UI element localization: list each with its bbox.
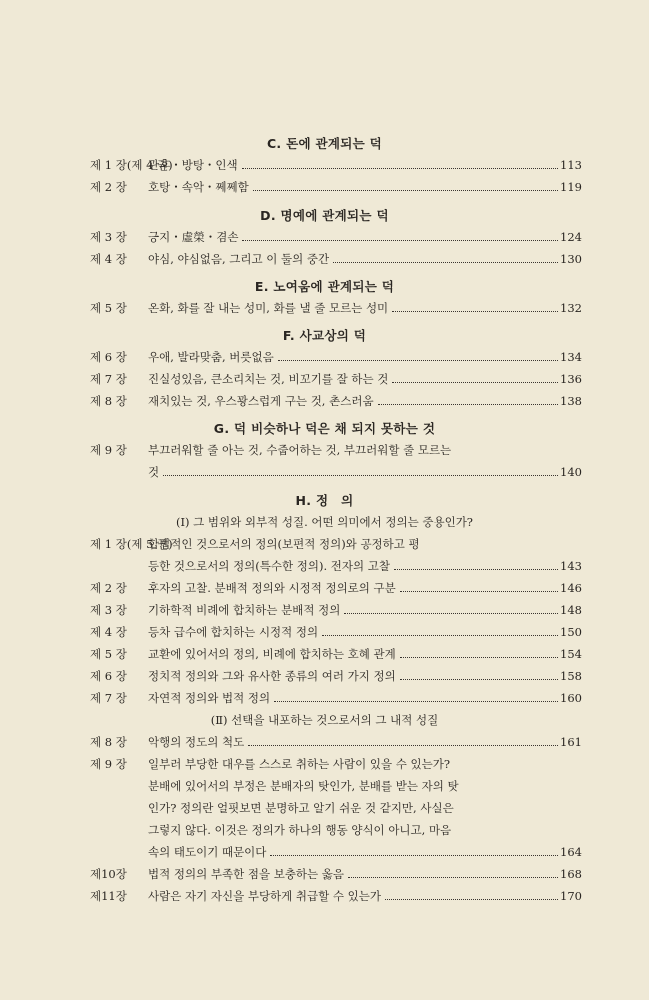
page-number: 158 [560, 669, 582, 683]
toc-entry-h8 [90, 733, 582, 751]
entry-title: 우애, 발라맞춤, 버릇없음 [148, 350, 274, 364]
toc-entry-h1-cont [148, 557, 582, 575]
entry-title: 사람은 자기 자신을 부당하게 취급할 수 있는가 [148, 889, 382, 903]
chapter-label: 제 5 장 [90, 647, 127, 661]
section-title-c: C. 돈에 관계되는 덕 [266, 136, 383, 151]
page-number: 143 [560, 559, 582, 573]
toc-entry-h4 [90, 623, 582, 641]
entry-title: 교환에 있어서의 정의, 비례에 합치하는 호혜 관계 [148, 647, 396, 661]
entry-title: 야심, 야심없음, 그리고 이 둘의 중간 [148, 252, 330, 266]
page-number: 130 [560, 252, 582, 266]
page-number: 140 [560, 465, 582, 479]
toc-entry-g9 [90, 441, 582, 459]
entry-title: 기하학적 비례에 합치하는 분배적 정의 [148, 603, 341, 617]
entry-title: 등차 급수에 합치하는 시정적 정의 [148, 625, 319, 639]
chapter-label: 제 9 장 [90, 443, 127, 457]
entry-title: 후자의 고찰. 분배적 정의와 시정적 정의로의 구분 [148, 581, 396, 595]
toc-entry-h1 [90, 535, 582, 553]
chapter-label: 제 4 장 [90, 625, 127, 639]
toc-entry-h7 [90, 689, 582, 707]
chapter-label: 제 4 장 [90, 252, 127, 266]
page-number: 154 [560, 647, 582, 661]
chapter-label: 제 6 장 [90, 350, 127, 364]
entry-title: 자연적 정의와 법적 정의 [148, 691, 271, 705]
section-title-h: H. 정 의 [295, 493, 354, 508]
toc-entry-c2 [90, 178, 582, 196]
page-number: 170 [560, 889, 582, 903]
subsection-heading-1: (Ⅰ) 그 범위와 외부적 성질. 어떤 의미에서 정의는 중용인가? [176, 515, 473, 529]
section-title-d: D. 명예에 관계되는 덕 [260, 208, 389, 223]
page-number: 113 [560, 158, 582, 172]
chapter-label: 제 7 장 [90, 691, 127, 705]
entry-title: 악행의 정도의 척도 [148, 735, 245, 749]
toc-entry-h11 [90, 887, 582, 905]
page-number: 160 [560, 691, 582, 705]
entry-title: 합법적인 것으로서의 정의(보편적 정의)와 공정하고 평 [148, 537, 420, 551]
toc-entry-h10 [90, 865, 582, 883]
subsection-heading-2: (Ⅱ) 선택을 내포하는 것으로서의 그 내적 성질 [210, 713, 439, 727]
toc-entry-d4 [90, 250, 582, 268]
entry-title-cont: 인가? 정의란 얼핏보면 분명하고 알기 쉬운 것 같지만, 사실은 [148, 801, 454, 815]
entry-title: 정치적 정의와 그와 유사한 종류의 여러 가지 정의 [148, 669, 396, 683]
chapter-label: 제11장 [90, 889, 127, 903]
page-number: 119 [560, 180, 582, 194]
entry-title: 부끄러워할 줄 아는 것, 수줍어하는 것, 부끄러워할 줄 모르는 [148, 443, 452, 457]
section-title-g: G. 덕 비슷하나 덕은 채 되지 못하는 것 [213, 421, 436, 436]
page-number: 134 [560, 350, 582, 364]
chapter-label: 제 1 장(제 5 권) [90, 537, 173, 551]
toc-entry-h9-cont [148, 843, 582, 861]
entry-title: 긍지・虛榮・겸손 [148, 230, 239, 244]
toc-entry-c1 [90, 156, 582, 174]
toc-entry-h6 [90, 667, 582, 685]
entry-title-cont: 분배에 있어서의 부정은 분배자의 탓인가, 분배를 받는 자의 탓 [148, 779, 459, 793]
toc-entry-h9 [90, 755, 582, 773]
page-number: 168 [560, 867, 582, 881]
chapter-label: 제 2 장 [90, 180, 127, 194]
toc-entry-h3 [90, 601, 582, 619]
entry-title: 관후・방탕・인색 [148, 158, 238, 172]
chapter-label: 제 9 장 [90, 757, 127, 771]
toc-entry-e5 [90, 299, 582, 317]
toc-entry-d3 [90, 228, 582, 246]
chapter-label: 제 3 장 [90, 603, 127, 617]
entry-title-cont: 등한 것으로서의 정의(특수한 정의). 전자의 고찰 [148, 559, 390, 573]
entry-title: 온화, 화를 잘 내는 성미, 화를 낼 줄 모르는 성미 [148, 301, 389, 315]
toc-entry-f8 [90, 392, 582, 410]
page-number: 138 [560, 394, 582, 408]
entry-title-cont: 그렇지 않다. 이것은 정의가 하나의 행동 양식이 아니고, 마음 [148, 823, 452, 837]
page-number: 146 [560, 581, 582, 595]
entry-title: 진실성있음, 큰소리치는 것, 비꼬기를 잘 하는 것 [148, 372, 389, 386]
toc-entry-h5 [90, 645, 582, 663]
entry-title: 법적 정의의 부족한 점을 보충하는 옳음 [148, 867, 345, 881]
chapter-label: 제10장 [90, 867, 127, 881]
page-number: 161 [560, 735, 582, 749]
page-number: 124 [560, 230, 582, 244]
toc-entry-g9-cont [148, 463, 582, 481]
chapter-label: 제 8 장 [90, 735, 127, 749]
chapter-label: 제 3 장 [90, 230, 127, 244]
page-number: 148 [560, 603, 582, 617]
entry-title: 호탕・속악・쩨쩨함 [148, 180, 249, 194]
chapter-label: 제 2 장 [90, 581, 127, 595]
entry-title-cont: 것 [148, 465, 160, 479]
section-title-f: F. 사교상의 덕 [282, 328, 367, 343]
toc-entry-f7 [90, 370, 582, 388]
section-title-e: E. 노여움에 관계되는 덕 [254, 279, 395, 294]
chapter-label: 제 5 장 [90, 301, 127, 315]
page-number: 132 [560, 301, 582, 315]
toc-entry-f6 [90, 348, 582, 366]
page-number: 164 [560, 845, 582, 859]
entry-title: 재치있는 것, 우스꽝스럽게 구는 것, 촌스러움 [148, 394, 374, 408]
chapter-label: 제 6 장 [90, 669, 127, 683]
page-number: 150 [560, 625, 582, 639]
chapter-label: 제 1 장(제 4 권) [90, 158, 173, 172]
chapter-label: 제 7 장 [90, 372, 127, 386]
chapter-label: 제 8 장 [90, 394, 127, 408]
page-number: 136 [560, 372, 582, 386]
entry-title: 일부러 부당한 대우를 스스로 취하는 사람이 있을 수 있는가? [148, 757, 451, 771]
toc-entry-h2 [90, 579, 582, 597]
entry-title-cont: 속의 태도이기 때문이다 [148, 845, 267, 859]
